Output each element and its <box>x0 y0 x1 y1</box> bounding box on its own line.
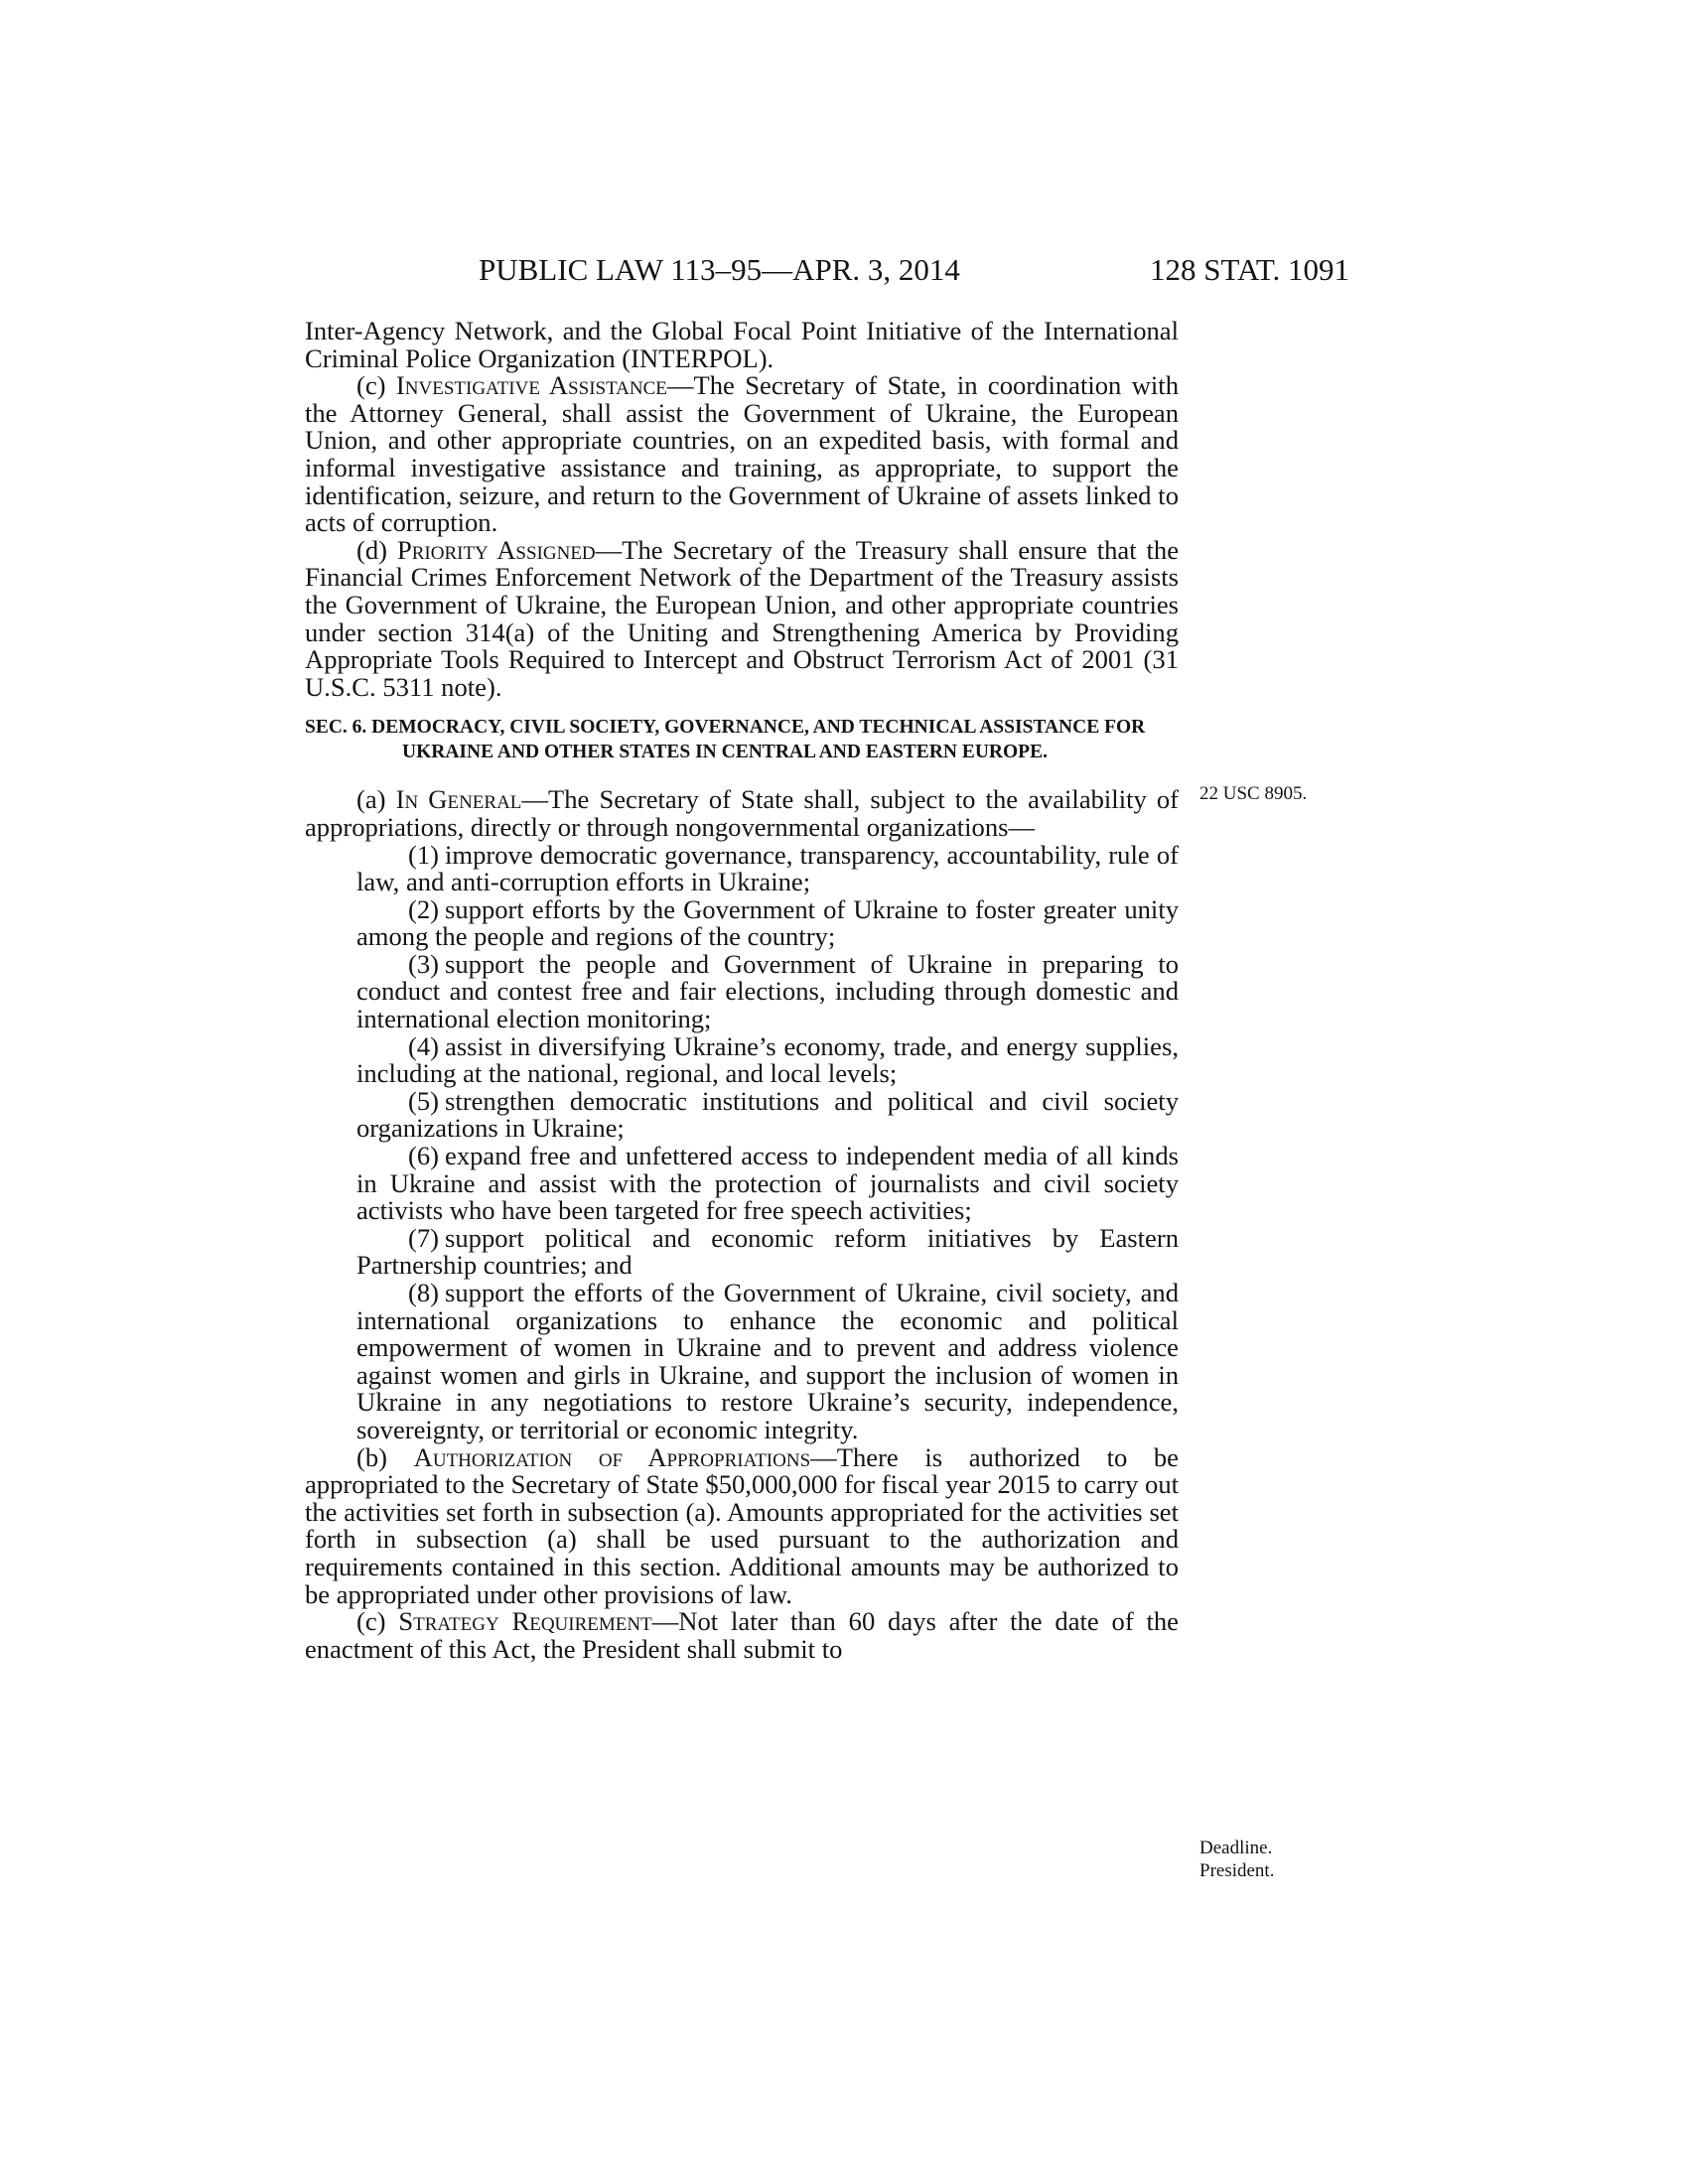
paragraph-item <box>305 1222 1179 1281</box>
item-text: strengthen democratic institutions and political and civil society organizations in Ukraine; <box>356 1085 1179 1144</box>
subsection-d-priority-assigned <box>305 534 1179 702</box>
section-6-heading: SEC. 6. DEMOCRACY, CIVIL SOCIETY, GOVERNANCE, AND TECHNICAL ASSISTANCE FOR UKRAINE AND OTHER STATES IN CENTRAL AND EASTERN EUROPE. <box>305 717 1146 763</box>
item-number: (8) <box>408 1278 440 1307</box>
margin-note-deadline <box>1199 1837 1274 1882</box>
item-number: (1) <box>408 839 440 870</box>
subsection-c-investigative-assistance <box>305 372 1179 537</box>
margin-note-line: President. <box>1199 1860 1275 1881</box>
item-number: (2) <box>408 893 440 924</box>
subsection-label: (b) <box>356 1441 388 1472</box>
item-number: (5) <box>408 1085 440 1116</box>
subsection-text: —The Secretary of the Treasury shall ensure that the Financial Crimes Enforcement Network of the Department of the Treasury assists the Government of Ukraine, the European Union, and other appropriate countries under section 314(a) of the Uniting and Strengthening America by Providing Appropriate Tools Required to Intercept and Obstruct Terrorism Act of 2001 (31 U.S.C. 5311 note). <box>305 534 1179 702</box>
subsection-text: —The Secretary of State shall, subject to the availability of appropriations, directly or through nongovernmental organizations— <box>305 784 1180 842</box>
running-header-title: PUBLIC LAW 113–95—APR. 3, 2014 <box>479 252 960 287</box>
subsection-text: —Not later than 60 days after the date of the enactment of this Act, the President shall submit to <box>305 1606 1179 1664</box>
paragraph-item <box>305 1030 1179 1089</box>
subsection-heading: Priority Assigned <box>396 534 596 565</box>
item-number: (4) <box>408 1030 440 1061</box>
subsection-c-strategy-requirement <box>305 1608 1179 1663</box>
margin-note-usc-citation: 22 USC 8905. <box>1199 783 1308 804</box>
item-text: support political and economic reform initiatives by Eastern Partnership countries; and <box>356 1222 1179 1281</box>
paragraph-item <box>305 1085 1179 1144</box>
subsection-heading: Investigative Assistance <box>395 370 667 401</box>
subsection-text: —There is authorized to be appropriated to the Secretary of State $50,000,000 for fiscal year 2015 to carry out the activities set forth in subsection (a). Amounts appropriated for the activities set forth in subsection (a) shall be used pursuant to the authorization and requirements contained in this section. Additional amounts may be authorized to be appropriated under other provisions of law. <box>305 1441 1179 1609</box>
continued-paragraph: Inter-Agency Network, and the Global Focal Point Initiative of the International Criminal Police Organization (INTERPOL). <box>305 316 1179 373</box>
item-text: assist in diversifying Ukraine’s economy, trade, and energy supplies, including at the national, regional, and local levels; <box>356 1030 1179 1089</box>
item-text: support efforts by the Government of Ukraine to foster greater unity among the people and regions of the country; <box>356 893 1179 952</box>
page-stat-number: 128 STAT. 1091 <box>1150 252 1350 287</box>
margin-note-line: Deadline. <box>1199 1838 1273 1858</box>
statute-body <box>305 318 1179 1663</box>
subsection-b-authorization <box>305 1441 1179 1609</box>
subsection-label: (a) <box>356 784 386 815</box>
subsection-text: —The Secretary of State, in coordination with the Attorney General, shall assist the Government of Ukraine, the European Union, and other appropriate countries, on an expedited basis, with formal and informal investigative assistance and training, as appropriate, to support the identification, seizure, and return to the Government of Ukraine of assets linked to acts of corruption. <box>305 370 1179 538</box>
item-text: expand free and unfettered access to independent media of all kinds in Ukraine and assist with the protection of journalists and civil society activists who have been targeted for free speech activities; <box>356 1141 1179 1226</box>
subsection-heading: Authorization of Appropriations <box>413 1441 811 1472</box>
paragraph-item <box>305 893 1179 952</box>
item-number: (3) <box>408 948 440 979</box>
paragraph-item <box>305 839 1179 897</box>
subsection-label: (c) <box>356 370 386 401</box>
subsection-heading: In General <box>395 784 522 815</box>
item-number: (7) <box>408 1222 440 1253</box>
subsection-a-in-general <box>305 786 1179 841</box>
item-text: support the people and Government of Ukraine in preparing to conduct and contest free and fair elections, including through domestic and international election monitoring; <box>356 948 1179 1034</box>
item-text: support the efforts of the Government of Ukraine, civil society, and international organizations to enhance the economic and political empowerment of women in Ukraine and to prevent and address violence against women and girls in Ukraine, and support the inclusion of women in Ukraine in any negotiations to restore Ukraine’s security, independence, sovereignty, or territorial or economic integrity. <box>356 1278 1179 1444</box>
item-text: improve democratic governance, transparency, accountability, rule of law, and anti-corruption efforts in Ukraine; <box>356 839 1179 897</box>
item-number: (6) <box>408 1141 440 1171</box>
paragraph-item <box>305 1280 1179 1444</box>
subsection-label: (d) <box>356 534 388 565</box>
subsection-heading: Strategy Requirement <box>398 1606 652 1637</box>
subsection-label: (c) <box>356 1606 386 1637</box>
paragraph-item <box>305 948 1179 1034</box>
paragraph-item <box>305 1143 1179 1225</box>
